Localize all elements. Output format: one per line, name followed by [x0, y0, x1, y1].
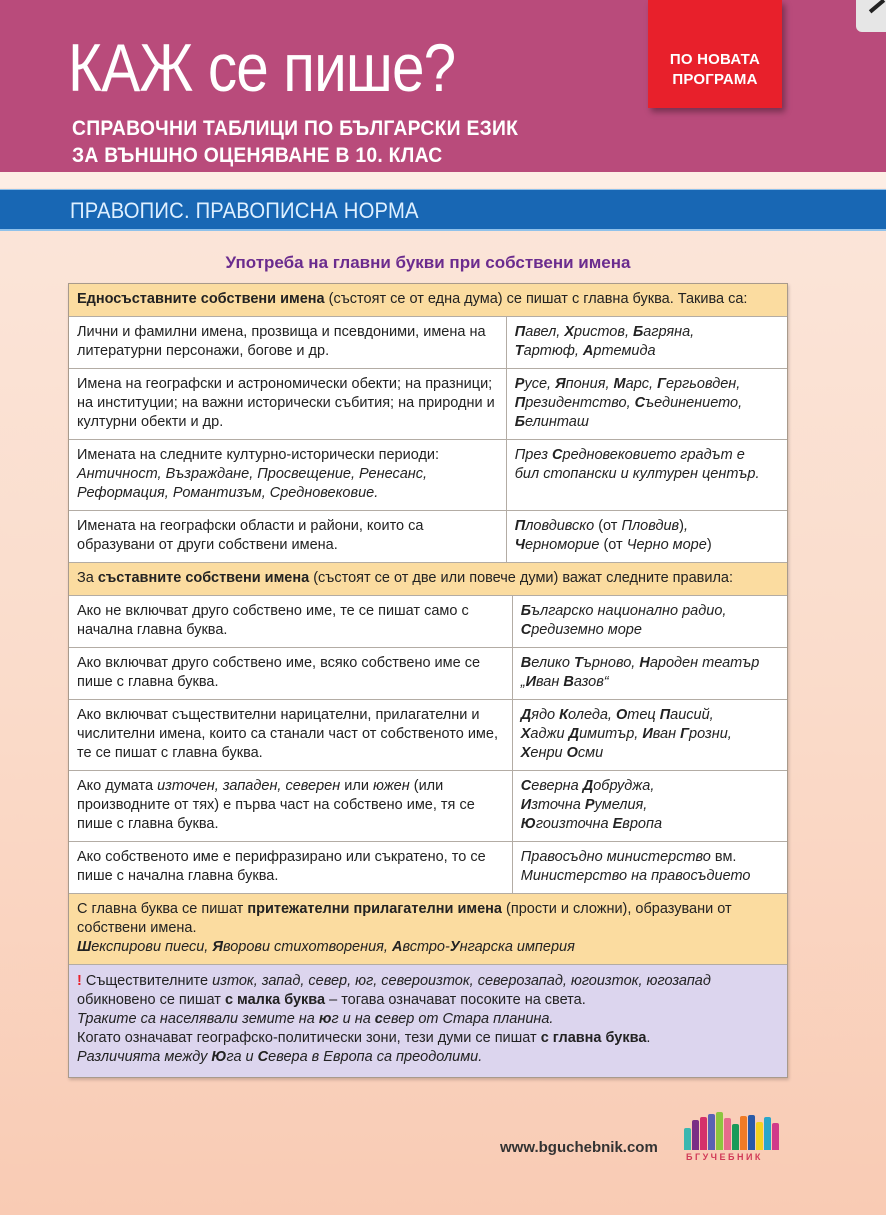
note-text: Когато означават географско-политически зони, тези думи се пишат: [77, 1030, 541, 1046]
note-bold-text: с малка буква: [224, 992, 326, 1008]
example-cell: Дядо Коледа, Отец Паисий, Хаджи Димитър, Иван Грозни, Хенри Осми: [513, 700, 787, 770]
possessive-text: С главна буква се пишат: [77, 901, 248, 917]
table-row: [69, 647, 787, 699]
page-title: КАЖ се пише?: [68, 30, 456, 106]
table-row: [69, 595, 787, 647]
table-row: [69, 510, 787, 562]
table-title: Употреба на главни букви при собствени имена: [225, 253, 631, 272]
rule-italic-text: източен, западен, северен: [157, 778, 341, 794]
exclamation-icon: !: [77, 973, 82, 989]
rule-text: (или производните от тях) е първа част на собствено име, тя се пише с главна буква.: [77, 778, 475, 832]
rule-cell: Лични и фамилни имена, прозвища и псевдоними, имена на литературни персонажи, богове и др.: [69, 317, 507, 368]
rule-text: Ако думата: [77, 778, 158, 794]
example-cell: Пловдивско (от Пловдив), Черноморие (от Черно море): [507, 511, 787, 562]
example-cell: Велико Търново, Народен театър „Иван Вазов“: [513, 648, 787, 699]
note-example-1: Траките са населявали земите на юг и на север от Стара планина.: [77, 1011, 554, 1027]
note-text: обикновено се пишат: [77, 992, 225, 1008]
table-row: [69, 770, 787, 841]
header-text: (състоят се от една дума) се пишат с главна буква. Такива са:: [324, 291, 748, 307]
rule-text: Имената на следните културно-исторически периоди:: [77, 447, 440, 463]
divider-strip: [0, 172, 886, 188]
header-bold-text: Едносъставните собствени имена: [77, 291, 325, 307]
rule-cell: [69, 440, 507, 510]
header-text: За: [77, 570, 98, 586]
rule-cell: Ако включват съществителни нарицателни, прилагателни и числителни имена, които са станали част от собственото име, те се пишат с главна буква.: [69, 700, 513, 770]
edit-pencil-icon[interactable]: [856, 0, 886, 32]
badge-line-2: ПРОГРАМА: [672, 71, 758, 88]
note-text: Съществителните: [81, 973, 213, 989]
example-cell: Павел, Христов, Багряна, Тартюф, Артемида: [507, 317, 787, 368]
table-header-compound: [69, 562, 787, 595]
header-text: (състоят се от две или повече думи) важат следните правила:: [309, 570, 734, 586]
possessive-text: (прости и сложни), образувани от собствени имена.: [77, 901, 732, 936]
header-banner: [0, 0, 886, 172]
table-row: [69, 316, 787, 368]
example-cell: Северна Добруджа, Източна Румелия, Югоизточна Европа: [513, 771, 787, 841]
example-cell: Българско национално радио, Средиземно море: [513, 596, 787, 647]
books-icon: [684, 1112, 792, 1150]
cardinal-directions-note: [69, 964, 787, 1077]
rule-text: или: [340, 778, 373, 794]
publisher-logo: [684, 1112, 792, 1164]
rule-cell: [69, 771, 513, 841]
note-italic-text: изток, запад, север, юг, североизток, северозапад, югоизток, югозапад: [212, 973, 711, 989]
table-row: [69, 699, 787, 770]
section-title: ПРАВОПИС. ПРАВОПИСНА НОРМА: [70, 198, 419, 223]
rule-cell: Ако не включват друго собствено име, те се пишат само с начална главна буква.: [69, 596, 513, 647]
table-row: [69, 368, 787, 439]
possessive-bold-text: притежателни прилагателни имена: [247, 901, 502, 917]
example-cell: Правосъдно министерство вм. Министерство на правосъдието: [513, 842, 787, 893]
note-text: – тогава означават посоките на света.: [325, 992, 586, 1008]
example-cell: През Средновековието градът е бил стопански и културен център.: [507, 440, 787, 510]
possessive-adjectives-row: [69, 893, 787, 964]
new-program-badge: [648, 0, 782, 108]
note-text: .: [646, 1030, 651, 1046]
badge-line-1: ПО НОВАТА: [669, 51, 761, 68]
note-bold-text: с главна буква: [540, 1030, 647, 1046]
website-link[interactable]: www.bguchebnik.com: [500, 1139, 658, 1156]
rule-italic-text: Античност, Възраждане, Просвещение, Ренесанс, Реформация, Романтизъм, Средновековие.: [77, 466, 428, 501]
table-row: [69, 439, 787, 510]
example-cell: Русе, Япония, Марс, Гергьовден, Президентство, Съединението, Белинташ: [507, 369, 787, 439]
rule-italic-text: южен: [372, 778, 410, 794]
subtitle-line-2: ЗА ВЪНШНО ОЦЕНЯВАНЕ В 10. КЛАС: [72, 144, 443, 167]
table-row: [69, 841, 787, 893]
note-example-2: Различията между Юга и Севера в Европа са преодолими.: [77, 1049, 483, 1065]
rule-cell: Ако включват друго собствено име, всяко собствено име се пише с главна буква.: [69, 648, 513, 699]
rule-cell: Имената на географски области и райони, които са образувани от други собствени имена.: [69, 511, 507, 562]
possessive-example: Шекспирови пиеси, Яворови стихотворения, Австро-Унгарска империя: [77, 939, 575, 955]
logo-text: БГУЧЕБНИК: [686, 1152, 763, 1162]
section-bar: [0, 189, 886, 231]
table-header-single-word: [69, 284, 787, 316]
subtitle-line-1: СПРАВОЧНИ ТАБЛИЦИ ПО БЪЛГАРСКИ ЕЗИК: [72, 117, 519, 140]
rule-cell: Имена на географски и астрономически обекти; на празници; на институции; на важни исторически събития; на природни и културни обекти и др.: [69, 369, 507, 439]
rule-cell: Ако собственото име е перифразирано или съкратено, то се пише с начална главна буква.: [69, 842, 513, 893]
rules-table: [68, 283, 788, 1078]
header-bold-text: съставните собствени имена: [97, 570, 310, 586]
